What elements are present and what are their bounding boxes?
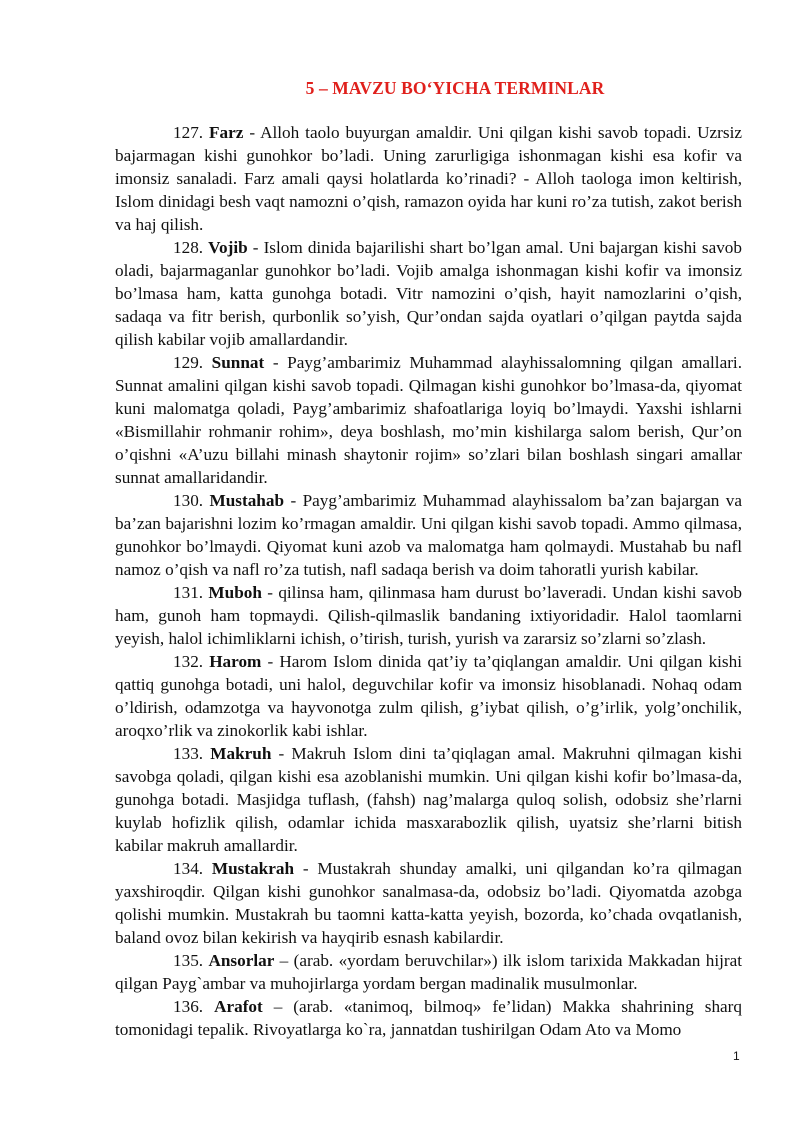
term-entry-135 bbox=[115, 949, 742, 995]
term-name: Sunnat bbox=[211, 353, 265, 372]
entry-number: 135. bbox=[173, 951, 204, 970]
term-definition: – (arab. «tanimoq, bilmoq» fe’lidan) Makka shahrining sharq tomonidagi tepalik. Rivoyatlarga ko`ra, jannatdan tushirilgan Odam Ato va Momo bbox=[115, 997, 742, 1039]
term-name: Ansorlar bbox=[208, 951, 275, 970]
entry-number: 130. bbox=[173, 491, 204, 510]
term-definition: - Payg’ambarimiz Muhammad alayhissalomning qilgan amallari. Sunnat amalini qilgan kishi savob topadi. Qilmagan kishi gunohkor bo’lmasa-da, qiyomat kuni malomatga qoladi, Payg’ambarimiz shafoatlariga loyiq bo’lmaydi. Yaxshi ishlarni «Bismillahir rohmanir rohim», deya boshlash, mo’min kishilarga salom berish, Qur’on o’qishni «A’uzu billahi minash shaytonir rojim» so’zlari bilan boshlash singari amallar sunnat amallaridandir. bbox=[115, 353, 742, 487]
term-entry-132 bbox=[115, 650, 742, 742]
terms-list bbox=[115, 121, 742, 1041]
term-entry-130 bbox=[115, 489, 742, 581]
term-name: Harom bbox=[209, 652, 262, 671]
term-entry-129 bbox=[115, 351, 742, 489]
term-name: Farz bbox=[209, 123, 244, 142]
entry-number: 128. bbox=[173, 238, 204, 257]
term-entry-128 bbox=[115, 236, 742, 351]
term-definition: - Islom dinida bajarilishi shart bo’lgan amal. Uni bajargan kishi savob oladi, bajarmaganlar gunohkor bo’ladi. Vojib amalga ishonmagan kishi kofir va imonsiz bo’lmasa ham, katta gunohga botadi. Vitr namozini o’qish, hayit namozlarini o’qish, sadaqa va fitr berish, qurbonlik so’yish, Qur’ondan sajda oyatlari o’qilgan paytda sajda qilish kabilar vojib amallardandir. bbox=[115, 238, 742, 349]
term-definition: - Mustakrah shunday amalki, uni qilgandan ko’ra qilmagan yaxshiroqdir. Qilgan kishi gunohkor sanalmasa-da, odobsiz bo’ladi. Qiyomatda azobga qolishi mumkin. Mustakrah bu taomni katta-katta yeyish, bozorda, ko’chada ovqatlanish, baland ovoz bilan kekirish va hayqirib esnash kabilardir. bbox=[115, 859, 743, 947]
term-entry-133 bbox=[115, 742, 742, 857]
term-definition: - qilinsa ham, qilinmasa ham durust bo’laveradi. Undan kishi savob ham, gunoh ham topmaydi. Qilish-qilmaslik bandaning ixtiyoridadir. Halol taomlarni yeyish, halol ichimliklarni ichish, o’tirish, turish, yurish va zararsiz so’zlarni so’zlash. bbox=[115, 583, 743, 648]
term-entry-134 bbox=[115, 857, 742, 949]
entry-number: 136. bbox=[173, 997, 204, 1016]
term-definition: - Makruh Islom dini ta’qiqlagan amal. Makruhni qilmagan kishi savobga qoladi, qilgan kishi esa azoblanishi mumkin. Uni qilgan kishi kofir bo’lmasa-da, gunohga botadi. Masjidga tuflash, (fahsh) nag’malarga quloq solish, odobsiz she’rlarni kuylab hofizlik qilish, odamlar ichida masxarabozlik qilish, uyatsiz she’rlarni bitish kabilar makruh amallardir. bbox=[115, 744, 743, 855]
entry-number: 129. bbox=[173, 353, 204, 372]
entry-number: 134. bbox=[173, 859, 204, 878]
entry-number: 133. bbox=[173, 744, 204, 763]
term-name: Makruh bbox=[210, 744, 272, 763]
term-definition: - Payg’ambarimiz Muhammad alayhissalom ba’zan bajargan va ba’zan bajarishni lozim ko’rmagan amaldir. Uni qilgan kishi savob topadi. Ammo qilmasa, gunohkor bo’lmaydi. Qiyomat kuni azob va malomatga ham qolmaydi. Mustahab bu nafl namoz o’qish va nafl ro’za tutish, nafl sadaqa berish va doim tahoratli yurish kabilar. bbox=[115, 491, 742, 579]
term-name: Arafot bbox=[214, 997, 263, 1016]
page-title: 5 – MAVZU BO‘YICHA TERMINLAR bbox=[305, 78, 605, 98]
term-definition: – (arab. «yordam beruvchilar») ilk islom tarixida Makkadan hijrat qilgan Payg`ambar va muhojirlarga yordam bergan madinalik musulmonlar. bbox=[115, 951, 742, 993]
term-entry-131 bbox=[115, 581, 742, 650]
term-name: Vojib bbox=[208, 238, 248, 257]
entry-number: 132. bbox=[173, 652, 204, 671]
term-name: Muboh bbox=[208, 583, 262, 602]
entry-number: 131. bbox=[173, 583, 204, 602]
page-number: 1 bbox=[733, 1049, 740, 1063]
term-definition: - Alloh taolo buyurgan amaldir. Uni qilgan kishi savob topadi. Uzrsiz bajarmagan kishi gunohkor bo’ladi. Uning zarurligiga ishonmagan kishi esa kofir va imonsiz sanaladi. Farz amali qaysi holatlarda ko’rinadi? - Alloh taologa imon keltirish, Islom dinidagi besh vaqt namozni o’qish, ramazon oyida har kuni ro’za tutish, zakot berish va haj qilish. bbox=[115, 123, 742, 234]
term-name: Mustahab bbox=[209, 491, 285, 510]
entry-number: 127. bbox=[173, 123, 204, 142]
term-entry-127 bbox=[115, 121, 742, 236]
term-entry-136 bbox=[115, 995, 742, 1041]
term-definition: - Harom Islom dinida qat’iy ta’qiqlangan amaldir. Uni qilgan kishi qattiq gunohga botadi, uni halol, deguvchilar kofir va imonsiz hisoblanadi. Nohaq odam o’ldirish, odamzotga va hayvonotga zulm qilish, g’iybat qilish, o’g’irlik, yolg’onchilik, aroqxo’rlik va zinokorlik kabi ishlar. bbox=[115, 652, 742, 740]
term-name: Mustakrah bbox=[211, 859, 295, 878]
